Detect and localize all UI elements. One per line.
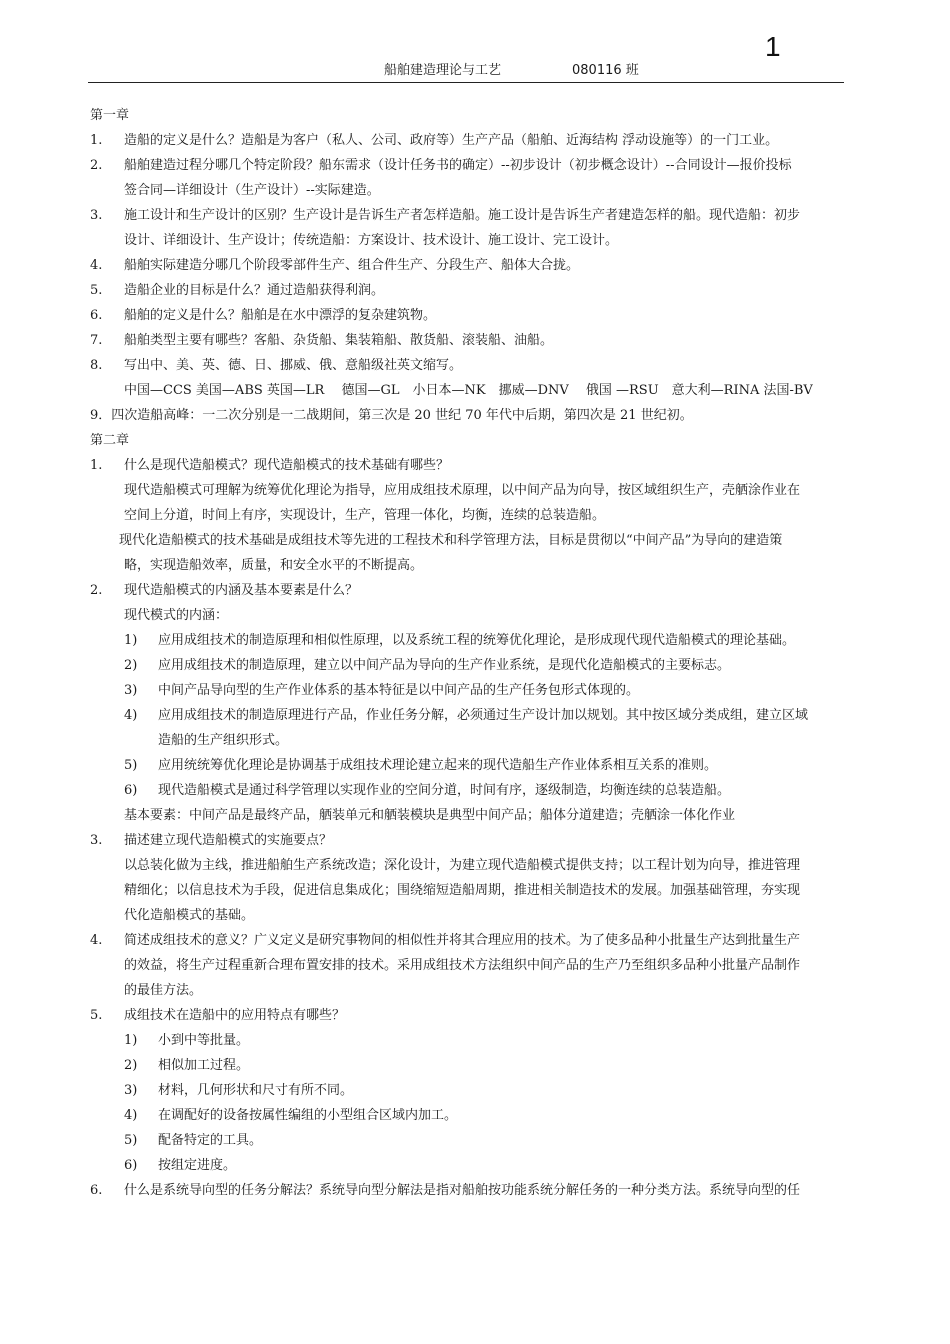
sub-item-text: 应用统统筹优化理论是协调基于成组技术理论建立起来的现代造船生产作业体系相互关系的准则。 bbox=[158, 758, 718, 773]
sub-item-text: 应用成组技术的制造原理和相似性原理，以及系统工程的统筹优化理论，是形成现代现代造船模式的理论基础。 bbox=[158, 633, 796, 648]
sub-item-text: 按组定进度。 bbox=[158, 1158, 237, 1173]
question-item bbox=[90, 203, 880, 228]
sub-item-number: 4) bbox=[124, 1108, 138, 1123]
continuation-text: 空间上分道，时间上有序，实现设计，生产，管理一体化，均衡，连续的总装造船。 bbox=[124, 508, 606, 523]
plain-line bbox=[90, 403, 880, 428]
running-header-class-code: 080116 班 bbox=[572, 63, 639, 78]
item-number: 1. bbox=[90, 133, 103, 148]
sub-continuation-line bbox=[90, 728, 880, 753]
item-number: 5. bbox=[90, 283, 103, 298]
question-item bbox=[90, 453, 880, 478]
continuation-text: 签合同—详细设计（生产设计）--实际建造。 bbox=[124, 183, 380, 198]
item-number: 4. bbox=[90, 933, 103, 948]
item-number: 3. bbox=[90, 208, 103, 223]
continuation-line bbox=[90, 903, 880, 928]
sub-item-number: 5) bbox=[124, 1133, 138, 1148]
question-item bbox=[90, 928, 880, 953]
sub-item-text: 在调配好的设备按属性编组的小型组合区域内加工。 bbox=[158, 1108, 458, 1123]
question-item bbox=[90, 128, 880, 153]
chapter-heading bbox=[90, 103, 880, 128]
question-item bbox=[90, 1003, 880, 1028]
item-text: 成组技术在造船中的应用特点有哪些？ bbox=[124, 1008, 346, 1023]
item-text: 简述成组技术的意义？广义定义是研究事物间的相似性并将其合理应用的技术。为了使多品种小批量生产达到批量生产 bbox=[124, 933, 801, 948]
running-header-title: 船舶建造理论与工艺 bbox=[384, 63, 502, 78]
continuation-text: 以总装化做为主线，推进船舶生产系统改造；深化设计，为建立现代造船模式提供支持；以工程计划为向导，推进管理 bbox=[124, 858, 801, 873]
chapter-heading-text: 第二章 bbox=[90, 433, 130, 448]
continuation-text: 造船的生产组织形式。 bbox=[158, 733, 289, 748]
sub-item-number: 3) bbox=[124, 683, 138, 698]
continuation-line bbox=[90, 953, 880, 978]
continuation-text: 的最佳方法。 bbox=[124, 983, 203, 998]
continuation-line bbox=[90, 228, 880, 253]
page-number: 1 bbox=[765, 31, 781, 62]
continuation-text: 基本要素：中间产品是最终产品，舾装单元和舾装模块是典型中间产品；船体分道建造；壳舾涂一体化作业 bbox=[124, 808, 736, 823]
continuation-text: 现代模式的内涵： bbox=[124, 608, 229, 623]
item-number: 2. bbox=[90, 583, 103, 598]
sub-item bbox=[90, 703, 880, 728]
question-item bbox=[90, 278, 880, 303]
continuation-line bbox=[90, 803, 880, 828]
continuation-line bbox=[90, 528, 880, 553]
sub-item-text: 材料，几何形状和尺寸有所不同。 bbox=[158, 1083, 354, 1098]
item-text: 描述建立现代造船模式的实施要点？ bbox=[124, 833, 333, 848]
sub-item bbox=[90, 678, 880, 703]
sub-item bbox=[90, 1128, 880, 1153]
item-text: 船舶类型主要有哪些？客船、杂货船、集装箱船、散货船、滚装船、油船。 bbox=[124, 333, 554, 348]
sub-item-number: 3) bbox=[124, 1083, 138, 1098]
header-rule bbox=[88, 82, 844, 83]
continuation-line bbox=[90, 178, 880, 203]
sub-item bbox=[90, 628, 880, 653]
sub-item bbox=[90, 1053, 880, 1078]
sub-item-number: 4) bbox=[124, 708, 138, 723]
sub-item-number: 6) bbox=[124, 1158, 138, 1173]
item-number: 6. bbox=[90, 1183, 103, 1198]
item-number: 6. bbox=[90, 308, 103, 323]
sub-item bbox=[90, 1028, 880, 1053]
question-item bbox=[90, 578, 880, 603]
item-text: 造船企业的目标是什么？通过造船获得利润。 bbox=[124, 283, 385, 298]
item-text: 船舶实际建造分哪几个阶段零部件生产、组合件生产、分段生产、船体大合拢。 bbox=[124, 258, 580, 273]
item-text: 施工设计和生产设计的区别？生产设计是告诉生产者怎样造船。施工设计是告诉生产者建造怎样的船。现代造船：初步 bbox=[124, 208, 801, 223]
continuation-line bbox=[90, 603, 880, 628]
chapter-heading bbox=[90, 428, 880, 453]
continuation-text: 现代造船模式可理解为统筹优化理论为指导，应用成组技术原理，以中间产品为向导，按区域组织生产，壳舾涂作业在 bbox=[124, 483, 801, 498]
sub-item bbox=[90, 753, 880, 778]
sub-item-text: 应用成组技术的制造原理，建立以中间产品为导向的生产作业系统，是现代化造船模式的主要标志。 bbox=[158, 658, 731, 673]
continuation-line bbox=[90, 478, 880, 503]
item-text: 造船的定义是什么？造船是为客户（私人、公司、政府等）生产产品（船舶、近海结构 浮动设施等）的一门工业。 bbox=[124, 133, 779, 148]
sub-item-number: 2) bbox=[124, 1058, 138, 1073]
item-number: 1. bbox=[90, 458, 103, 473]
continuation-line bbox=[90, 978, 880, 1003]
item-number: 8. bbox=[90, 358, 103, 373]
continuation-text: 代化造船模式的基础。 bbox=[124, 908, 255, 923]
continuation-text: 精细化；以信息技术为手段，促进信息集成化；围绕缩短造船周期，推进相关制造技术的发展。加强基础管理，夯实现 bbox=[124, 883, 801, 898]
item-text: 船舶的定义是什么？船舶是在水中漂浮的复杂建筑物。 bbox=[124, 308, 437, 323]
continuation-line bbox=[90, 878, 880, 903]
sub-item-number: 6) bbox=[124, 783, 138, 798]
continuation-text: 的效益，将生产过程重新合理布置安排的技术。采用成组技术方法组织中间产品的生产乃至组织多品种小批量产品制作 bbox=[124, 958, 801, 973]
question-item bbox=[90, 1178, 880, 1203]
item-number: 2. bbox=[90, 158, 103, 173]
sub-item bbox=[90, 1078, 880, 1103]
continuation-line bbox=[90, 378, 880, 403]
question-item bbox=[90, 353, 880, 378]
sub-item-text: 应用成组技术的制造原理进行产品，作业任务分解，必须通过生产设计加以规划。其中按区域分类成组，建立区域 bbox=[158, 708, 809, 723]
continuation-line bbox=[90, 553, 880, 578]
document-body bbox=[90, 103, 880, 1203]
item-number: 3. bbox=[90, 833, 103, 848]
sub-item-text: 小到中等批量。 bbox=[158, 1033, 250, 1048]
sub-item bbox=[90, 778, 880, 803]
sub-item-number: 5) bbox=[124, 758, 138, 773]
question-item bbox=[90, 153, 880, 178]
item-text: 写出中、美、英、德、日、挪威、俄、意船级社英文缩写。 bbox=[124, 358, 463, 373]
sub-item-number: 1) bbox=[124, 1033, 138, 1048]
item-number: 5. bbox=[90, 1008, 103, 1023]
item-text: 船舶建造过程分哪几个特定阶段？船东需求（设计任务书的确定）--初步设计（初步概念设计）--合同设计—报价投标 bbox=[124, 158, 792, 173]
sub-item-number: 2) bbox=[124, 658, 138, 673]
item-number: 7. bbox=[90, 333, 103, 348]
sub-item bbox=[90, 653, 880, 678]
sub-item-text: 配备特定的工具。 bbox=[158, 1133, 263, 1148]
continuation-line bbox=[90, 503, 880, 528]
continuation-line bbox=[90, 853, 880, 878]
continuation-text: 中国—CCS 美国—ABS 英国—LR 德国—GL 小日本—NK 挪威—DNV 俄国 —RSU 意大利—RINA 法国-BV bbox=[124, 383, 813, 398]
plain-text: 9．四次造船高峰：一二次分别是一二战期间，第三次是 20 世纪 70 年代中后期，第四次是 21 世纪初。 bbox=[90, 408, 693, 423]
question-item bbox=[90, 328, 880, 353]
sub-item bbox=[90, 1153, 880, 1178]
sub-item bbox=[90, 1103, 880, 1128]
item-text: 现代造船模式的内涵及基本要素是什么？ bbox=[124, 583, 359, 598]
continuation-text: 现代化造船模式的技术基础是成组技术等先进的工程技术和科学管理方法，目标是贯彻以“中间产品”为导向的建造策 bbox=[119, 533, 783, 548]
question-item bbox=[90, 253, 880, 278]
item-text: 什么是系统导向型的任务分解法？系统导向型分解法是指对船舶按功能系统分解任务的一种分类方法。系统导向型的任 bbox=[124, 1183, 801, 1198]
item-text: 什么是现代造船模式？现代造船模式的技术基础有哪些？ bbox=[124, 458, 450, 473]
continuation-text: 略，实现造船效率，质量，和安全水平的不断提高。 bbox=[124, 558, 424, 573]
chapter-heading-text: 第一章 bbox=[90, 108, 130, 123]
sub-item-text: 中间产品导向型的生产作业体系的基本特征是以中间产品的生产任务包形式体现的。 bbox=[158, 683, 640, 698]
item-number: 4. bbox=[90, 258, 103, 273]
sub-item-number: 1) bbox=[124, 633, 138, 648]
continuation-text: 设计、详细设计、生产设计；传统造船：方案设计、技术设计、施工设计、完工设计。 bbox=[124, 233, 619, 248]
sub-item-text: 相似加工过程。 bbox=[158, 1058, 250, 1073]
question-item bbox=[90, 828, 880, 853]
question-item bbox=[90, 303, 880, 328]
sub-item-text: 现代造船模式是通过科学管理以实现作业的空间分道，时间有序，逐级制造，均衡连续的总装造船。 bbox=[158, 783, 731, 798]
